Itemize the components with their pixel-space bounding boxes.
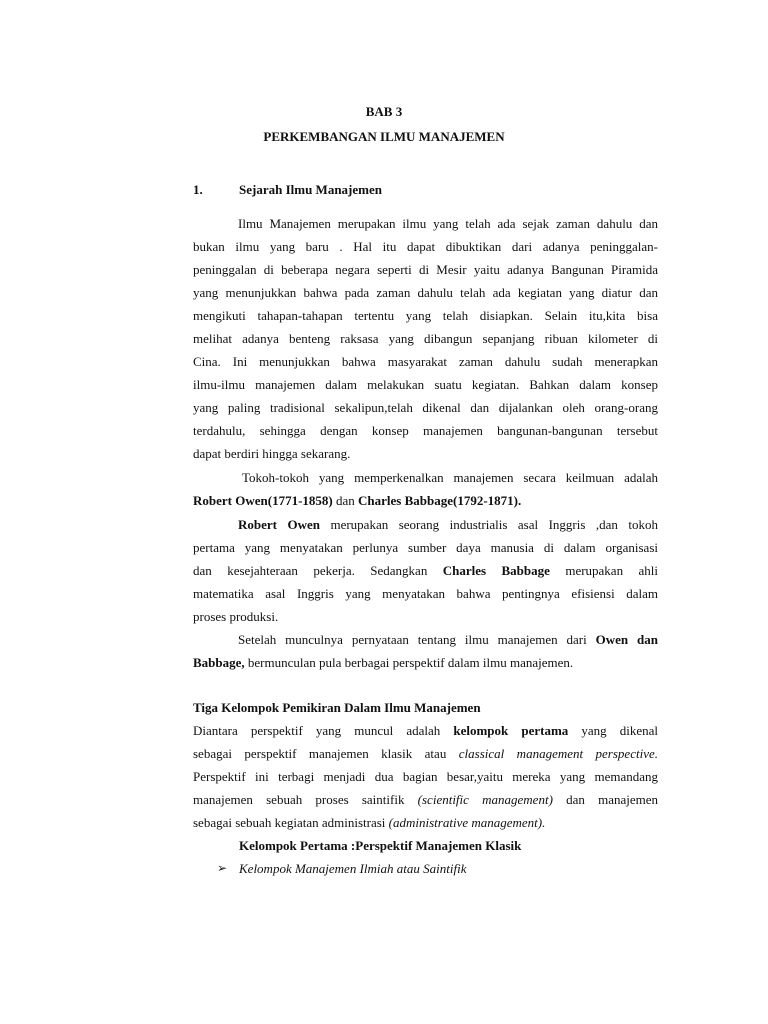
classical-term: classical management perspective. [458, 746, 658, 761]
babbage-ref: Babbage, [193, 655, 245, 670]
section2-line: Perspektif ini terbagi menjadi dua bagian besar,yaitu mereka yang memandang [193, 769, 658, 784]
chapter-title: PERKEMBANGAN ILMU MANAJEMEN [263, 129, 505, 144]
para3-line [193, 517, 658, 532]
para1-line: melihat adanya benteng raksasa yang dibangun sepanjang ribuan kilometer di [193, 331, 658, 346]
para1-line: yang paling tradisional sekalipun,telah dikenal dan dijalankan oleh orang-orang [193, 400, 658, 415]
section2-line [193, 723, 658, 738]
chapter-label: BAB 3 [365, 104, 403, 119]
section2-text: Diantara perspektif yang muncul adalah [193, 723, 454, 738]
owen-name: Robert Owen(1771-1858) [193, 493, 333, 508]
para4-text: bermunculan pula berbagai perspektif dalam ilmu manajemen. [244, 655, 574, 670]
section2-line [193, 746, 658, 761]
para3-line: proses produksi. [193, 609, 279, 624]
arrowhead-bullet-icon: ➢ [217, 861, 228, 875]
para1-line: ilmu-ilmu manajemen dalam melakukan suatu kegiatan. Bahkan dalam konsep [193, 377, 658, 392]
para1-line: Cina. Ini menunjukkan bahwa masyarakat zaman dahulu sudah menerapkan [193, 354, 658, 369]
section2-text: manajemen sebuah proses saintifik [193, 792, 418, 807]
scientific-term: (scientific management) [417, 792, 553, 807]
para4-line [193, 632, 658, 647]
para3-line [193, 563, 658, 578]
owen-babbage-ref: Owen dan [595, 632, 658, 647]
conjunction: dan [332, 493, 359, 508]
section-number: 1. [193, 182, 203, 197]
owen-ref: Robert Owen [238, 517, 320, 532]
para1-line: terdahulu, sehingga dengan konsep manajemen bangunan-bangunan tersebut [193, 423, 658, 438]
kelompok-pertama: kelompok pertama [453, 723, 569, 738]
para1-line: Ilmu Manajemen merupakan ilmu yang telah ada sejak zaman dahulu dan [238, 216, 658, 231]
para3-text: merupakan seorang industrialis asal Inggris ,dan tokoh [319, 517, 658, 532]
section2-text: yang dikenal [568, 723, 658, 738]
section2-text: sebagai sebuah kegiatan administrasi [193, 815, 389, 830]
babbage-name: Charles Babbage(1792-1871). [358, 493, 522, 508]
babbage-ref: Charles Babbage [442, 563, 550, 578]
bullet-item: Kelompok Manajemen Ilmiah atau Saintifik [239, 861, 467, 876]
para1-line: bukan ilmu yang baru . Hal itu dapat dibuktikan dari adanya peninggalan- [193, 239, 658, 254]
para2-line: Tokoh-tokoh yang memperkenalkan manajemen secara keilmuan adalah [242, 470, 658, 485]
para1-line: dapat berdiri hingga sekarang. [193, 446, 351, 461]
section2-title: Tiga Kelompok Pemikiran Dalam Ilmu Manajemen [193, 700, 481, 715]
section2-line [193, 792, 658, 807]
para1-line: mengikuti tahapan-tahapan tertentu yang telah disiapkan. Selain itu,kita bisa [193, 308, 658, 323]
administrative-term: (administrative management). [388, 815, 546, 830]
para4-line [193, 655, 658, 670]
para3-line: matematika asal Inggris yang menyatakan bahwa pentingnya efisiensi dalam [193, 586, 658, 601]
section2-text: sebagai perspektif manajemen klasik atau [193, 746, 459, 761]
para2-line [193, 493, 658, 508]
para1-line: yang menunjukkan bahwa pada zaman dahulu telah ada kegiatan yang diatur dan [193, 285, 658, 300]
subsection-title: Kelompok Pertama :Perspektif Manajemen Klasik [239, 838, 522, 853]
para3-text: merupakan ahli [549, 563, 658, 578]
para3-text: dan kesejahteraan pekerja. Sedangkan [193, 563, 443, 578]
para4-text: Setelah munculnya pernyataan tentang ilmu manajemen dari [238, 632, 596, 647]
section-title: Sejarah Ilmu Manajemen [239, 182, 382, 197]
section2-line [193, 815, 658, 830]
section2-text: dan manajemen [552, 792, 659, 807]
para3-line: pertama yang menyatakan perlunya sumber daya manusia di dalam organisasi [193, 540, 658, 555]
para1-line: peninggalan di beberapa negara seperti di Mesir yaitu adanya Bangunan Piramida [193, 262, 658, 277]
